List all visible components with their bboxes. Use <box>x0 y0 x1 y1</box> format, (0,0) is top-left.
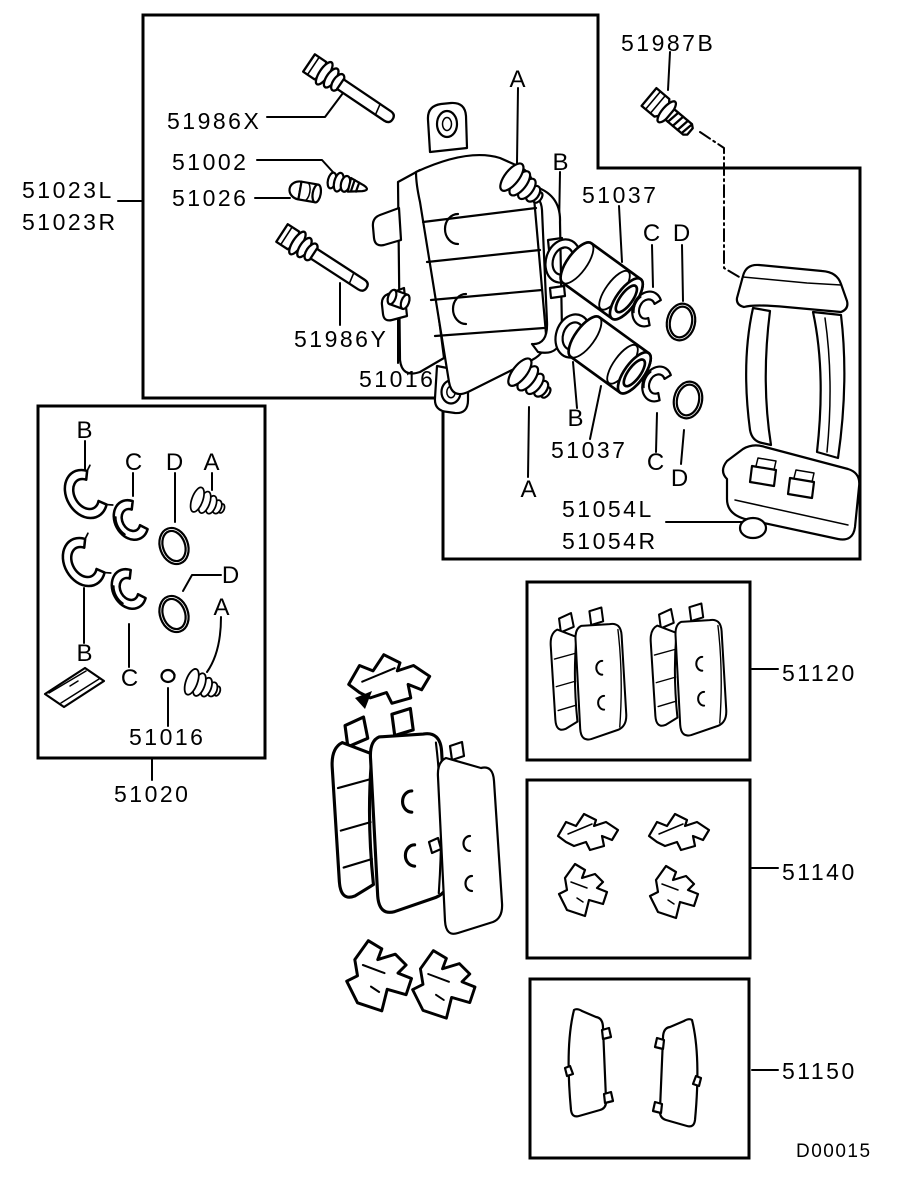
hardware-clip-4 <box>650 866 698 918</box>
label-bleeder-cap: 51026 <box>172 185 249 211</box>
label-seal-kit: 51020 <box>114 781 191 807</box>
label-shim-set: 51150 <box>782 1058 857 1084</box>
kit-callout-seal-bottom: C <box>120 665 140 692</box>
callout-boot-lower: A <box>520 476 538 503</box>
label-flange-bolt: 51987B <box>621 30 716 56</box>
grease-pellet <box>162 670 176 682</box>
shim-right <box>653 1019 701 1126</box>
label-pad-set: 51120 <box>782 660 857 686</box>
label-grease-part: 51016 <box>129 724 206 750</box>
hardware-clip-1 <box>558 814 618 850</box>
callout-seal-lower: C <box>646 449 666 476</box>
bolt-dash-leader <box>700 132 746 281</box>
kit-callout-boot-bottom: A <box>213 594 231 621</box>
callout-snap-ring-upper: B <box>552 149 570 176</box>
bleeder-screw <box>326 170 369 198</box>
bleeder-cap <box>288 180 322 203</box>
flange-bolt <box>641 87 699 142</box>
kit-o-ring-mid <box>155 592 194 636</box>
kit-callout-ring-top: B <box>76 417 94 444</box>
pad-clip-bottom-right <box>413 951 475 1019</box>
callout-seal-upper: C <box>642 220 662 247</box>
pad-set-item-2 <box>651 604 727 736</box>
kit-callout-boot-top: A <box>203 449 221 476</box>
shim-left <box>565 1009 613 1116</box>
o-ring-lower <box>670 379 705 421</box>
kit-boot-top <box>188 486 229 522</box>
drawing-code: D00015 <box>796 1141 872 1162</box>
label-guide-pin-upper: 51986X <box>167 108 262 134</box>
o-ring-upper <box>663 301 698 343</box>
kit-callout-o-ring-top: D <box>165 449 185 476</box>
hardware-kit-box <box>527 780 750 958</box>
guide-pin-lower <box>275 222 374 299</box>
callout-boot-upper: A <box>509 66 527 93</box>
label-hardware-kit: 51140 <box>782 859 857 885</box>
hardware-clip-2 <box>649 814 709 850</box>
kit-o-ring-top <box>155 524 194 568</box>
label-bushing: 51016 <box>359 366 436 392</box>
kit-seal-top <box>107 497 150 546</box>
kit-snap-ring-top <box>56 463 114 525</box>
pad-set-item-1 <box>551 608 627 740</box>
kit-callout-seal-top: C <box>124 449 144 476</box>
label-piston-lower: 51037 <box>551 437 628 463</box>
shim-set-box <box>530 979 749 1158</box>
label-caliper-assembly-left: 51023L <box>22 177 114 203</box>
hardware-clip-3 <box>559 864 607 916</box>
label-caliper-assembly-right: 51023R <box>22 209 118 235</box>
kit-callout-ring-bottom: B <box>76 640 94 667</box>
callout-o-ring-upper: D <box>672 220 692 247</box>
guide-pin-upper <box>302 52 400 130</box>
label-bracket-left: 51054L <box>562 496 654 522</box>
callout-o-ring-lower: D <box>670 465 690 492</box>
kit-boot-bottom <box>182 667 225 705</box>
label-guide-pin-lower: 51986Y <box>294 326 389 352</box>
label-bleeder-screw: 51002 <box>172 149 249 175</box>
pad-clip-bottom-left <box>347 941 412 1011</box>
pad-shim-exploded <box>429 742 502 934</box>
grease-sachet <box>45 668 104 707</box>
label-bracket-right: 51054R <box>562 528 658 554</box>
caliper-bracket <box>723 265 859 540</box>
kit-callout-o-ring-mid: D <box>221 562 241 589</box>
brake-pad-exploded <box>332 709 449 913</box>
kit-snap-ring-bottom <box>54 531 112 593</box>
label-piston-upper: 51037 <box>582 182 659 208</box>
callout-snap-ring-lower: B <box>567 405 585 432</box>
